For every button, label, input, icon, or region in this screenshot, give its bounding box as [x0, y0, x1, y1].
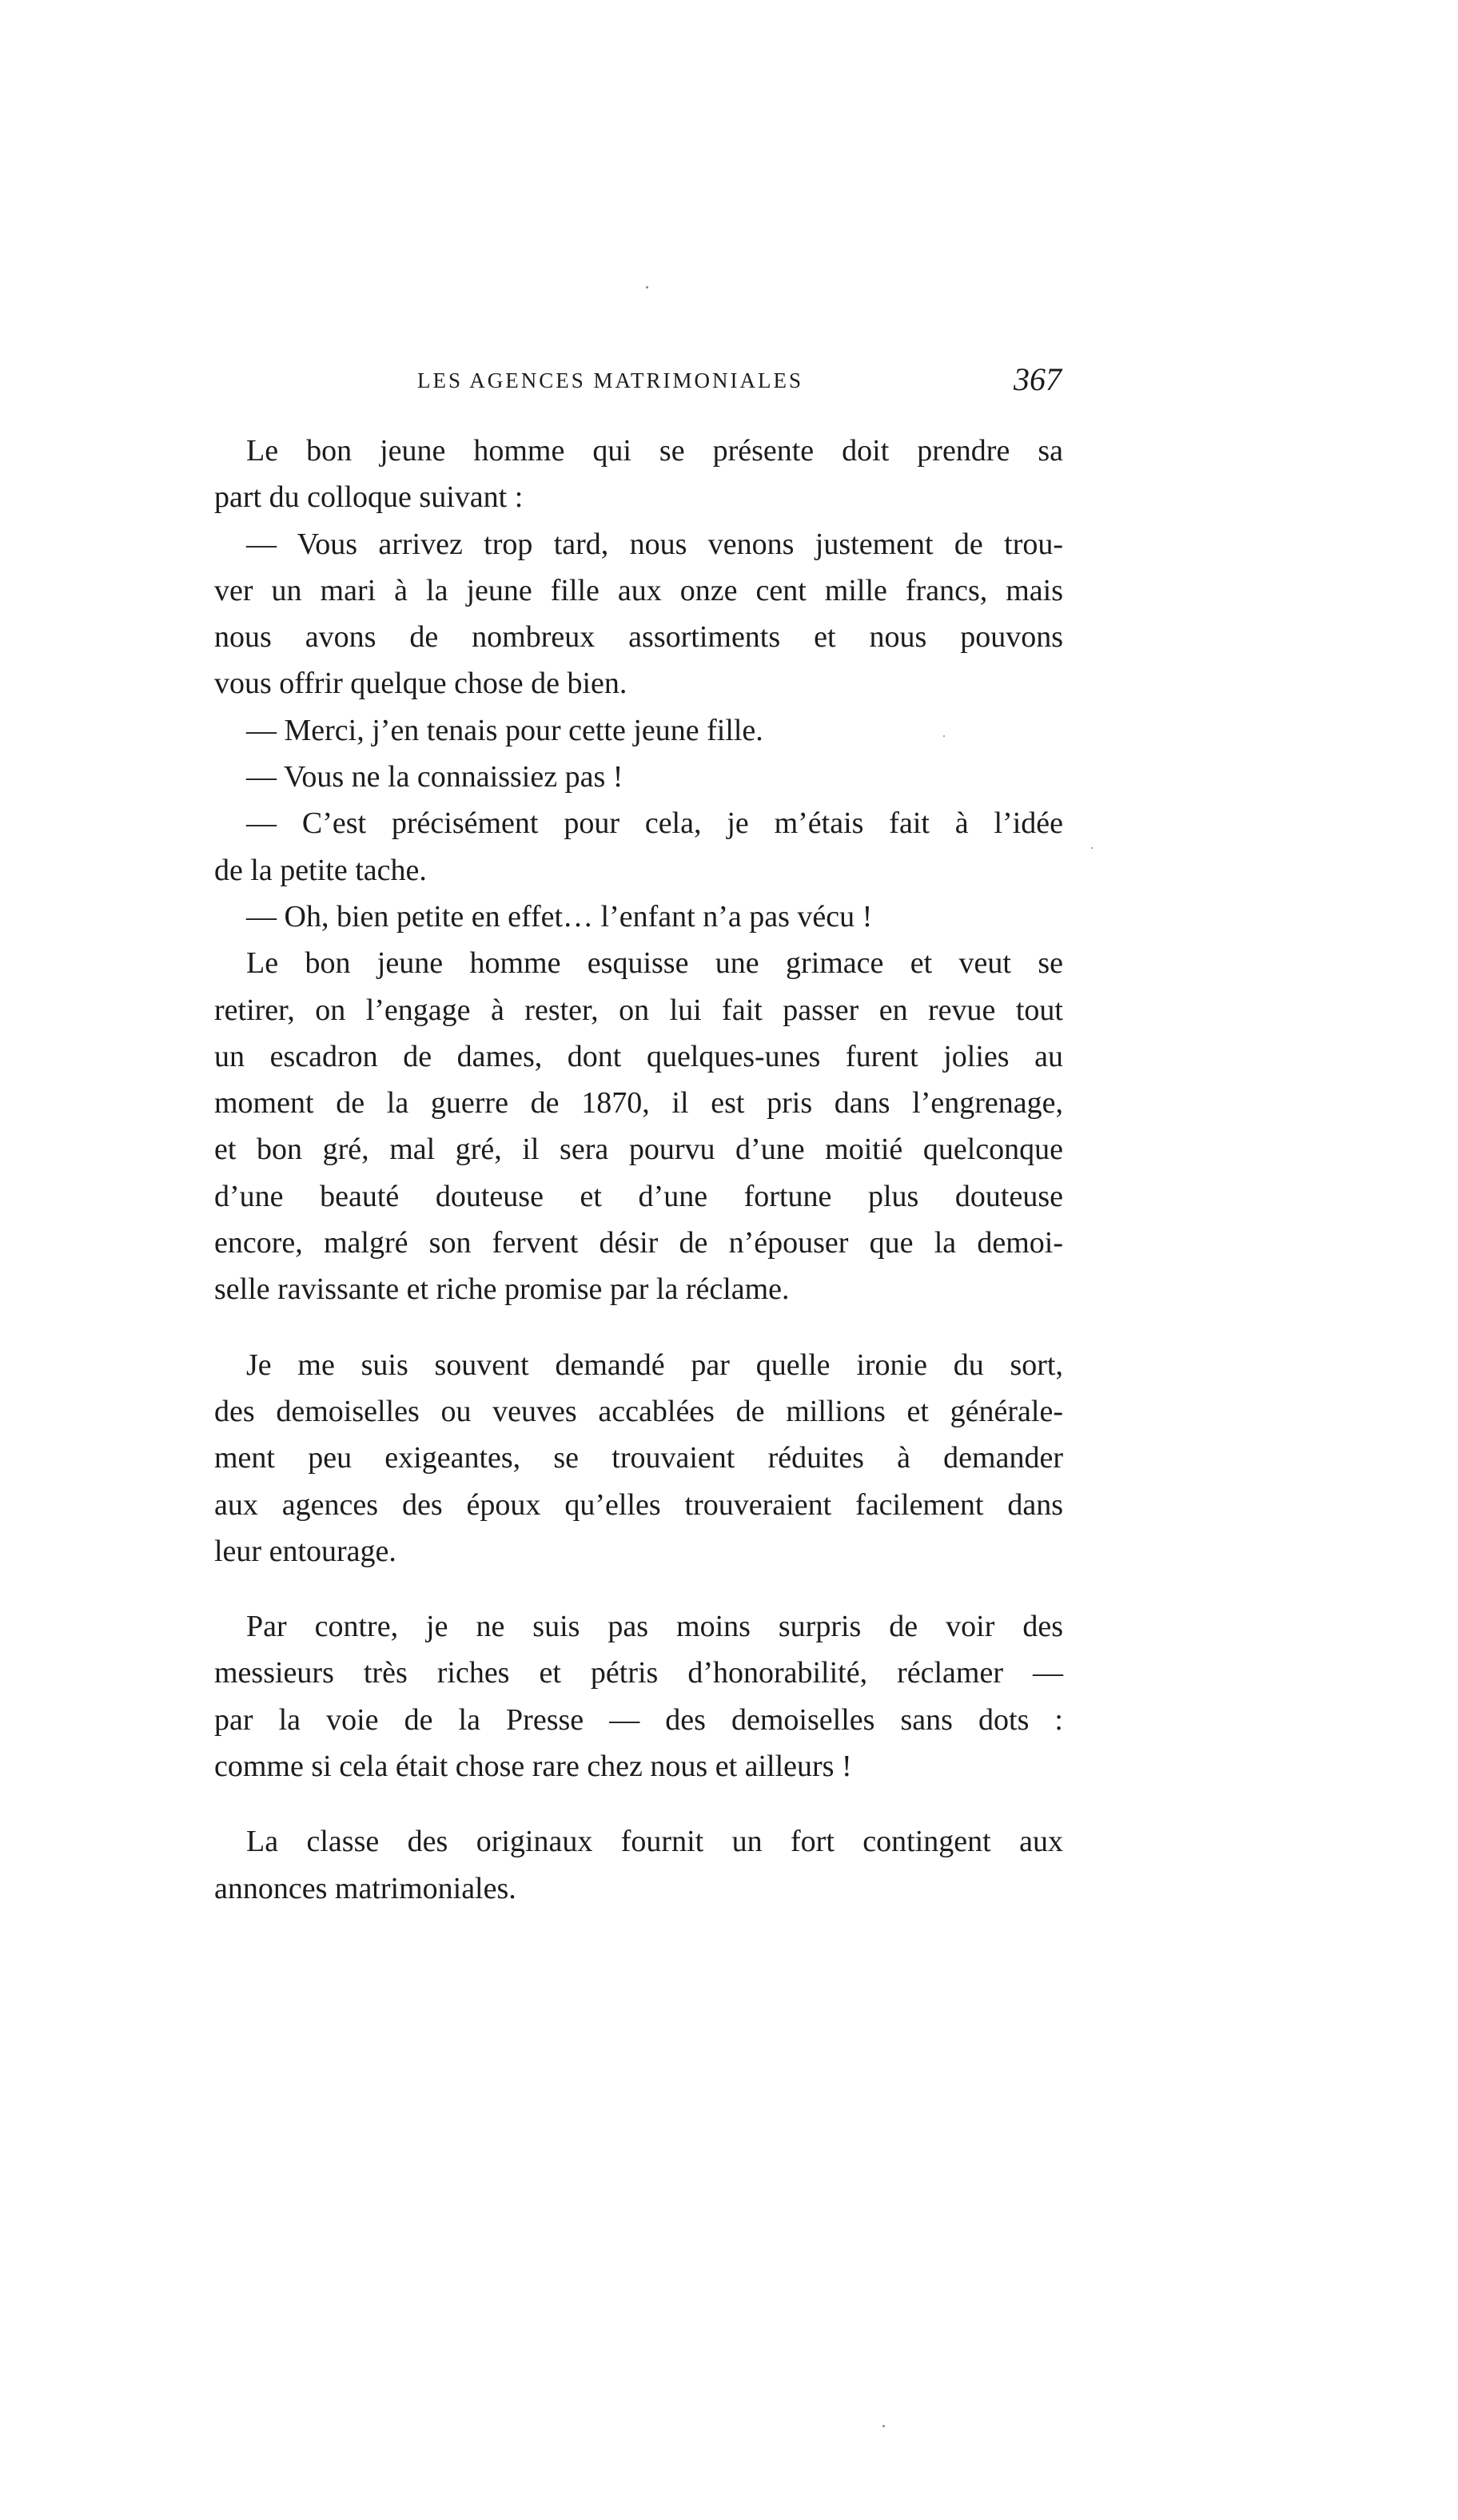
text-line: par la voie de la Presse — des demoiselles sans dots :	[214, 1702, 1063, 1737]
paper-speck	[882, 2425, 885, 2427]
text-line: — Merci, j’en tenais pour cette jeune fille.	[246, 713, 763, 747]
paragraph-intro	[214, 428, 1063, 521]
text-line: — Vous arrivez trop tard, nous venons justement de trou-	[246, 527, 1063, 561]
text-line: — C’est précisément pour cela, je m’étais fait à l’idée	[246, 806, 1063, 841]
text-line: nous avons de nombreux assortiments et nous pouvons	[214, 620, 1063, 655]
text-line: un escadron de dames, dont quelques-unes furent jolies au	[214, 1039, 1063, 1073]
text-line: — Vous ne la connaissiez pas !	[246, 760, 623, 794]
text-line: leur entourage.	[214, 1534, 396, 1568]
paper-speck	[646, 286, 648, 289]
body-text	[214, 428, 1063, 1912]
text-line: de la petite tache.	[214, 853, 427, 887]
paragraph-irony	[214, 1342, 1063, 1575]
text-line: Le bon jeune homme esquisse une grimace et veut se	[246, 946, 1063, 981]
text-line: ment peu exigeantes, se trouvaient réduites à demander	[214, 1441, 1063, 1475]
text-line: part du colloque suivant :	[214, 480, 524, 515]
paragraph-gap	[214, 1789, 1063, 1818]
text-line: annonces matrimoniales.	[214, 1871, 516, 1905]
text-line: retirer, on l’engage à rester, on lui fait passer en revue tout	[214, 993, 1063, 1027]
running-head	[214, 361, 1062, 412]
paragraph-dialogue-2	[214, 707, 1063, 754]
paragraph-dialogue-4	[214, 800, 1063, 894]
text-line: Le bon jeune homme qui se présente doit prendre sa	[246, 434, 1063, 468]
paragraph-narration	[214, 940, 1063, 1312]
paragraph-dialogue-3	[214, 754, 1063, 800]
text-line: des demoiselles ou veuves accablées de millions et générale-	[214, 1394, 1063, 1428]
paragraph-originals	[214, 1818, 1063, 1912]
paragraph-gap	[214, 1575, 1063, 1603]
running-title: LES AGENCES MATRIMONIALES	[417, 368, 804, 392]
page-number: 367	[1014, 361, 1062, 397]
text-line: — Oh, bien petite en effet… l’enfant n’a pas vécu !	[246, 899, 873, 934]
text-line: La classe des originaux fournit un fort contingent aux	[246, 1825, 1063, 1859]
paragraph-gap	[214, 1313, 1063, 1342]
text-line: d’une beauté douteuse et d’une fortune plus douteuse	[214, 1179, 1063, 1213]
text-line: aux agences des époux qu’elles trouveraient facilement dans	[214, 1487, 1063, 1522]
paper-speck	[1091, 847, 1093, 849]
text-line: comme si cela était chose rare chez nous et ailleurs !	[214, 1750, 852, 1784]
paragraph-dialogue-5	[214, 894, 1063, 940]
text-line: vous offrir quelque chose de bien.	[214, 667, 627, 701]
text-line: moment de la guerre de 1870, il est pris dans l’engrenage,	[214, 1086, 1063, 1121]
text-line: messieurs très riches et pétris d’honorabilité, réclamer —	[214, 1656, 1063, 1690]
text-line: encore, malgré son fervent désir de n’épouser que la demoi-	[214, 1226, 1063, 1260]
paragraph-contrast	[214, 1603, 1063, 1789]
text-line: selle ravissante et riche promise par la réclame.	[214, 1272, 790, 1307]
text-line: Je me suis souvent demandé par quelle ironie du sort,	[246, 1348, 1063, 1382]
paragraph-dialogue-1	[214, 521, 1063, 707]
text-line: Par contre, je ne suis pas moins surpris de voir des	[246, 1610, 1063, 1644]
text-line: et bon gré, mal gré, il sera pourvu d’une moitié quelconque	[214, 1133, 1063, 1167]
text-line: ver un mari à la jeune fille aux onze cent mille francs, mais	[214, 573, 1063, 607]
